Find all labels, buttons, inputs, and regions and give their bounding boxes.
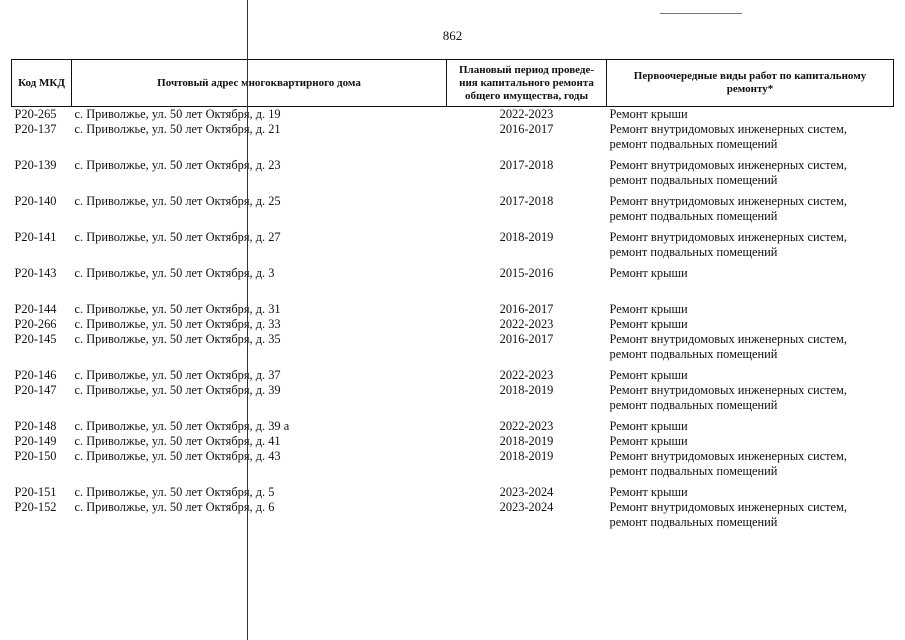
table-row <box>12 107 894 123</box>
row-code: Р20-145 <box>14 332 57 346</box>
row-code: Р20-144 <box>14 302 57 316</box>
row-period: 2017-2018 <box>499 158 554 172</box>
row-address: с. Приволжье, ул. 50 лет Октября, д. 23 <box>74 158 281 172</box>
header-period: Плановый период проведе- ния капитального ремонта общего имущества, годы <box>447 60 607 107</box>
works-line: Ремонт внутридомовых инженерных систем, <box>609 194 847 208</box>
table-row <box>12 194 894 230</box>
page-number: 862 <box>442 28 463 43</box>
row-period: 2016-2017 <box>499 332 554 346</box>
row-works <box>607 383 894 419</box>
works-line: Ремонт крыши <box>609 266 688 280</box>
works-line: Ремонт внутридомовых инженерных систем, <box>609 332 847 346</box>
row-address: с. Приволжье, ул. 50 лет Октября, д. 31 <box>74 302 281 316</box>
row-address: с. Приволжье, ул. 50 лет Октября, д. 21 <box>74 122 281 136</box>
row-code: Р20-140 <box>14 194 57 208</box>
row-period: 2016-2017 <box>499 302 554 316</box>
row-works <box>607 500 894 530</box>
works-line: ремонт подвальных помещений <box>609 464 778 478</box>
table-row <box>12 485 894 500</box>
row-period: 2018-2019 <box>499 230 554 244</box>
table-row <box>12 302 894 317</box>
row-works <box>607 122 894 158</box>
works-line: ремонт подвальных помещений <box>609 398 778 412</box>
row-period: 2018-2019 <box>499 449 554 463</box>
row-address: с. Приволжье, ул. 50 лет Октября, д. 5 <box>74 485 275 499</box>
row-works <box>607 368 894 383</box>
row-works <box>607 194 894 230</box>
row-address: с. Приволжье, ул. 50 лет Октября, д. 39 <box>74 383 281 397</box>
row-period: 2018-2019 <box>499 383 554 397</box>
row-code: Р20-266 <box>14 317 57 331</box>
row-address: с. Приволжье, ул. 50 лет Октября, д. 25 <box>74 194 281 208</box>
works-line: Ремонт внутридомовых инженерных систем, <box>609 158 847 172</box>
row-code: Р20-151 <box>14 485 57 499</box>
table-body <box>12 107 894 531</box>
works-line: Ремонт внутридомовых инженерных систем, <box>609 383 847 397</box>
row-address: с. Приволжье, ул. 50 лет Октября, д. 39 а <box>74 419 290 433</box>
works-line: ремонт подвальных помещений <box>609 347 778 361</box>
row-works <box>607 434 894 449</box>
row-works <box>607 419 894 434</box>
table-row <box>12 383 894 419</box>
works-line: ремонт подвальных помещений <box>609 137 778 151</box>
row-works <box>607 485 894 500</box>
table-row <box>12 230 894 266</box>
works-line: Ремонт крыши <box>609 302 688 316</box>
table-row <box>12 266 894 302</box>
row-address: с. Приволжье, ул. 50 лет Октября, д. 37 <box>74 368 281 382</box>
row-works <box>607 266 894 302</box>
row-period: 2015-2016 <box>499 266 554 280</box>
row-address: с. Приволжье, ул. 50 лет Октября, д. 3 <box>74 266 275 280</box>
row-address: с. Приволжье, ул. 50 лет Октября, д. 27 <box>74 230 281 244</box>
row-code: Р20-139 <box>14 158 57 172</box>
row-works <box>607 158 894 194</box>
row-code: Р20-150 <box>14 449 57 463</box>
row-period: 2023-2024 <box>499 485 554 499</box>
table-row <box>12 122 894 158</box>
row-works <box>607 332 894 368</box>
works-line: Ремонт внутридомовых инженерных систем, <box>609 500 847 514</box>
row-code: Р20-143 <box>14 266 57 280</box>
row-address: с. Приволжье, ул. 50 лет Октября, д. 41 <box>74 434 281 448</box>
row-works <box>607 449 894 485</box>
row-address: с. Приволжье, ул. 50 лет Октября, д. 43 <box>74 449 281 463</box>
table-row <box>12 158 894 194</box>
row-code: Р20-141 <box>14 230 57 244</box>
row-works <box>607 317 894 332</box>
header-code: Код МКД <box>12 60 72 107</box>
works-line: Ремонт внутридомовых инженерных систем, <box>609 449 847 463</box>
row-works <box>607 107 894 123</box>
works-line: Ремонт внутридомовых инженерных систем, <box>609 230 847 244</box>
row-period: 2023-2024 <box>499 500 554 514</box>
row-code: Р20-149 <box>14 434 57 448</box>
header-address: Почтовый адрес многоквартирного дома <box>72 60 447 107</box>
table-row <box>12 332 894 368</box>
row-period: 2022-2023 <box>499 317 554 331</box>
row-code: Р20-265 <box>14 107 57 121</box>
works-line: ремонт подвальных помещений <box>609 173 778 187</box>
works-line: ремонт подвальных помещений <box>609 515 778 529</box>
row-address: с. Приволжье, ул. 50 лет Октября, д. 19 <box>74 107 281 121</box>
row-period: 2022-2023 <box>499 107 554 121</box>
table-header-row <box>12 60 894 107</box>
works-line: Ремонт крыши <box>609 317 688 331</box>
table-row <box>12 419 894 434</box>
scan-artifact-line <box>247 0 248 640</box>
row-code: Р20-137 <box>14 122 57 136</box>
works-line: Ремонт крыши <box>609 368 688 382</box>
works-line: Ремонт крыши <box>609 485 688 499</box>
works-line: ремонт подвальных помещений <box>609 209 778 223</box>
row-code: Р20-148 <box>14 419 57 433</box>
row-period: 2022-2023 <box>499 368 554 382</box>
row-period: 2016-2017 <box>499 122 554 136</box>
row-works <box>607 302 894 317</box>
works-line: Ремонт крыши <box>609 107 688 121</box>
table-row <box>12 317 894 332</box>
row-works <box>607 230 894 266</box>
works-line: Ремонт внутридомовых инженерных систем, <box>609 122 847 136</box>
registry-table <box>11 59 894 530</box>
row-period: 2017-2018 <box>499 194 554 208</box>
row-address: с. Приволжье, ул. 50 лет Октября, д. 33 <box>74 317 281 331</box>
row-address: с. Приволжье, ул. 50 лет Октября, д. 35 <box>74 332 281 346</box>
table-row <box>12 368 894 383</box>
table-row <box>12 500 894 530</box>
header-works: Первоочередные виды работ по капитальному ремонту* <box>607 60 894 107</box>
works-line: Ремонт крыши <box>609 419 688 433</box>
scan-artifact-line <box>660 13 742 14</box>
row-code: Р20-147 <box>14 383 57 397</box>
row-address: с. Приволжье, ул. 50 лет Октября, д. 6 <box>74 500 275 514</box>
row-period: 2018-2019 <box>499 434 554 448</box>
table-row <box>12 434 894 449</box>
row-period: 2022-2023 <box>499 419 554 433</box>
row-code: Р20-152 <box>14 500 57 514</box>
row-code: Р20-146 <box>14 368 57 382</box>
table-row <box>12 449 894 485</box>
works-line: Ремонт крыши <box>609 434 688 448</box>
works-line: ремонт подвальных помещений <box>609 245 778 259</box>
